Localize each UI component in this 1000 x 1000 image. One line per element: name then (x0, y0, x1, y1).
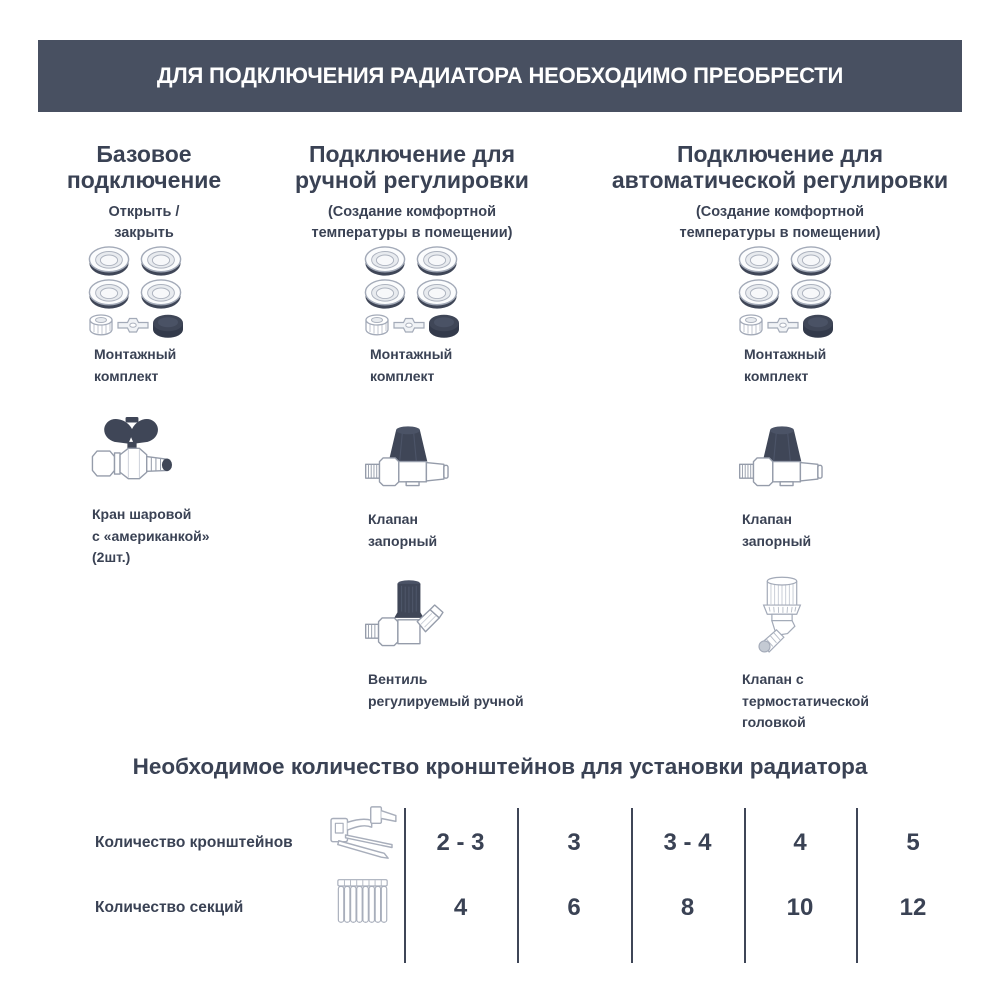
title-line: подключение (66, 166, 222, 193)
mounting-kit (86, 245, 186, 387)
label-line: запорный (742, 532, 812, 549)
table-cell-sections: 6 (567, 894, 581, 921)
subtitle-line: температуры в помещении) (679, 224, 881, 241)
title-line: ручной регулировки (295, 166, 529, 193)
row-label-brackets: Количество кронштейнов (95, 834, 293, 851)
title-line: Подключение для (308, 141, 516, 167)
table-cell-brackets: 5 (906, 829, 920, 856)
label-line: с «американкой» (92, 527, 210, 544)
table-cell-brackets: 4 (793, 829, 807, 856)
item-label (368, 669, 524, 712)
mounting-kit-icon (362, 245, 462, 339)
mounting-kit-label (370, 344, 462, 387)
shutoff-valve-icon (362, 411, 454, 503)
manual-valve-icon (362, 571, 454, 663)
item-thermostatic-valve (736, 571, 869, 734)
column-title (28, 141, 260, 193)
column-title (590, 141, 970, 193)
column-subtitle (28, 202, 260, 243)
label-line: Клапан (742, 511, 792, 527)
table-cell-sections: 8 (680, 894, 695, 921)
label-line: Монтажный (94, 346, 177, 362)
column-title (280, 141, 544, 193)
item-label (742, 669, 869, 734)
label-line: (2шт.) (92, 549, 131, 566)
column-basic-connection (28, 141, 260, 566)
table-cell-sections: 10 (786, 894, 814, 921)
label-line: комплект (744, 367, 809, 384)
mounting-kit-label (94, 344, 186, 387)
table-cell-brackets: 2 - 3 (436, 829, 485, 856)
label-line: Клапан (368, 511, 418, 527)
column-automatic-regulation (590, 141, 970, 731)
column-subtitle (590, 202, 970, 243)
bracket-icon (326, 803, 398, 863)
label-line: комплект (370, 367, 435, 384)
item-label (368, 509, 454, 552)
title-line: Подключение для (676, 141, 884, 167)
label-line: регулируемый ручной (368, 692, 524, 709)
column-subtitle (280, 202, 544, 243)
label-line: термостатической (742, 692, 869, 709)
mounting-kit-label (744, 344, 836, 387)
title-line: Базовое (96, 141, 192, 167)
label-line: Монтажный (370, 346, 453, 362)
table-cell-sections: 12 (899, 894, 927, 921)
table-cell-brackets: 3 (567, 829, 581, 856)
brackets-section-title: Необходимое количество кронштейнов для установки радиатора (132, 754, 868, 779)
label-line: Монтажный (744, 346, 827, 362)
item-manual-valve (362, 571, 524, 712)
subtitle-line: (Создание комфортной (327, 203, 497, 220)
mounting-kit-icon (736, 245, 836, 339)
item-ball-valve (86, 406, 210, 569)
label-line: головкой (742, 714, 806, 731)
label-line: Клапан с (742, 671, 804, 687)
subtitle-line: закрыть (114, 224, 174, 241)
subtitle-line: температуры в помещении) (311, 224, 513, 241)
banner-title: ДЛЯ ПОДКЛЮЧЕНИЯ РАДИАТОРА НЕОБХОДИМО ПРЕОБРЕСТИ (156, 63, 844, 88)
mounting-kit (362, 245, 462, 387)
thermostatic-valve-icon (736, 571, 828, 663)
column-manual-regulation (280, 141, 544, 709)
table-cell-brackets: 3 - 4 (663, 829, 712, 856)
ball-valve-icon (86, 406, 178, 498)
item-label (92, 504, 210, 569)
mounting-kit (736, 245, 836, 387)
radiator-icon (334, 871, 392, 929)
header-banner (38, 40, 962, 112)
mounting-kit-icon (86, 245, 186, 339)
row-label-sections: Количество секций (95, 899, 244, 916)
label-line: Вентиль (368, 671, 428, 687)
item-shutoff-valve (362, 411, 454, 552)
label-line: запорный (368, 532, 438, 549)
label-line: комплект (94, 367, 159, 384)
item-shutoff-valve (736, 411, 828, 552)
subtitle-line: Открыть / (108, 203, 180, 220)
item-label (742, 509, 828, 552)
title-line: автоматической регулировки (611, 166, 949, 193)
label-line: Кран шаровой (92, 506, 192, 522)
subtitle-line: (Создание комфортной (695, 203, 865, 220)
table-cell-sections: 4 (453, 894, 468, 921)
shutoff-valve-icon (736, 411, 828, 503)
